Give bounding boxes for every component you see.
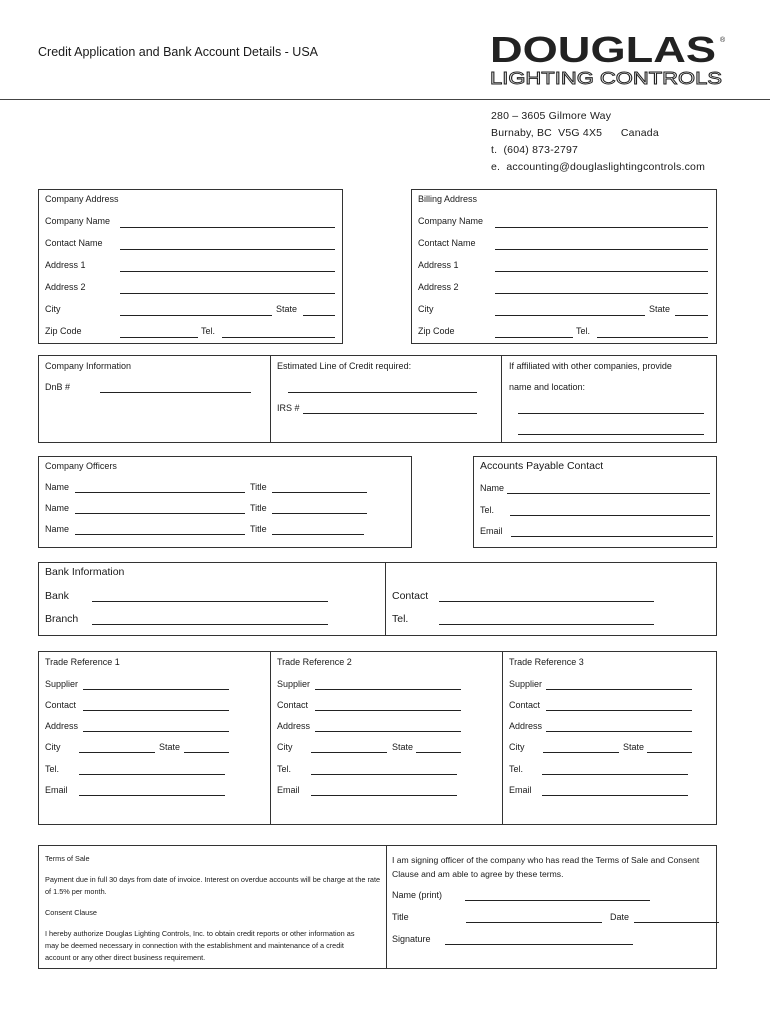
- contact-name-field[interactable]: [120, 249, 335, 250]
- contact-name-label: Contact Name: [45, 238, 103, 248]
- credit-line-field[interactable]: [288, 392, 477, 393]
- branch-label: Branch: [45, 613, 79, 625]
- ref2-supplier-label: Supplier: [277, 679, 311, 689]
- ref1-email-label: Email: [45, 785, 68, 795]
- douglas-logo: [488, 30, 728, 88]
- ap-tel-field[interactable]: [510, 515, 710, 516]
- ref3-tel-label: Tel.: [509, 764, 524, 774]
- trade-references-section: [38, 651, 717, 825]
- officer3-title-field[interactable]: [272, 534, 364, 535]
- billing-city-label: City: [418, 304, 434, 314]
- ap-name-field[interactable]: [507, 493, 710, 494]
- ref3-city-field[interactable]: [543, 752, 619, 753]
- ref2-city-label: City: [277, 742, 293, 752]
- dnb-field[interactable]: [100, 392, 251, 393]
- zip-field[interactable]: [120, 337, 198, 338]
- company-contact-block: [491, 108, 705, 176]
- date-label: Date: [610, 912, 630, 922]
- tel-field[interactable]: [222, 337, 335, 338]
- consent-clause-text: I hereby authorize Douglas Lighting Controls, Inc. to obtain credit reports or other information as may be deemed necessary in connection with the establishment and maintenance of a credit account or any other direct business requirement.: [45, 929, 355, 962]
- city-field[interactable]: [120, 315, 272, 316]
- divider: [385, 562, 386, 636]
- ref1-tel-field[interactable]: [79, 774, 225, 775]
- terms-of-sale-text: Payment due in full 30 days from date of invoice. Interest on overdue accounts will be charge at the rate of 1.5% per month.: [45, 875, 381, 896]
- ref3-state-label: State: [623, 742, 645, 752]
- ref2-contact-label: Contact: [277, 700, 309, 710]
- billing-zip-label: Zip Code: [418, 326, 455, 336]
- logo-wordmark: DOUGLAS: [490, 30, 716, 70]
- city-label: City: [45, 304, 61, 314]
- signing-title-field[interactable]: [466, 922, 602, 923]
- ref2-tel-label: Tel.: [277, 764, 292, 774]
- header-divider: [0, 99, 770, 100]
- billing-contact-name-field[interactable]: [495, 249, 708, 250]
- trade-ref3-heading: Trade Reference 3: [509, 657, 584, 667]
- billing-tel-label: Tel.: [576, 326, 591, 336]
- ap-name-label: Name: [480, 483, 505, 493]
- ref1-city-field[interactable]: [79, 752, 155, 753]
- terms-of-sale-heading: Terms of Sale: [45, 854, 90, 863]
- name-print-field[interactable]: [465, 900, 650, 901]
- consent-clause-heading: Consent Clause: [45, 908, 97, 917]
- bank-contact-field[interactable]: [439, 601, 654, 602]
- bank-tel-field[interactable]: [439, 624, 654, 625]
- ref1-email-field[interactable]: [79, 795, 225, 796]
- ref1-state-label: State: [159, 742, 181, 752]
- trade-ref2-heading: Trade Reference 2: [277, 657, 352, 667]
- affiliated-heading: If affiliated with other companies, provide: [509, 361, 672, 371]
- company-name-label: Company Name: [45, 216, 111, 226]
- billing-state-label: State: [649, 304, 671, 314]
- officer1-name-field[interactable]: [75, 492, 245, 493]
- divider: [386, 845, 387, 969]
- ap-email-label: Email: [480, 526, 503, 536]
- ref3-contact-label: Contact: [509, 700, 541, 710]
- signing-title-label: Title: [392, 912, 409, 922]
- trade-ref1-heading: Trade Reference 1: [45, 657, 120, 667]
- divider: [501, 355, 502, 443]
- officer2-title-field[interactable]: [272, 513, 367, 514]
- billing-city-field[interactable]: [495, 315, 645, 316]
- ref1-state-field[interactable]: [184, 752, 229, 753]
- ref2-state-field[interactable]: [416, 752, 461, 753]
- ref2-tel-field[interactable]: [311, 774, 457, 775]
- ref2-contact-field[interactable]: [315, 710, 461, 711]
- ref3-state-field[interactable]: [647, 752, 692, 753]
- branch-field[interactable]: [92, 624, 328, 625]
- affiliated-field-1[interactable]: [518, 413, 704, 414]
- ref2-email-label: Email: [277, 785, 300, 795]
- ref2-address-label: Address: [277, 721, 311, 731]
- signature-label: Signature: [392, 934, 431, 944]
- company-information-heading: Company Information: [45, 361, 132, 371]
- dnb-label: DnB #: [45, 382, 71, 392]
- logo-registered-mark: ®: [720, 37, 726, 44]
- ref1-contact-field[interactable]: [83, 710, 229, 711]
- irs-field[interactable]: [303, 413, 477, 414]
- billing-zip-field[interactable]: [495, 337, 573, 338]
- officer2-name-label: Name: [45, 503, 70, 513]
- state-label: State: [276, 304, 298, 314]
- officer3-title-label: Title: [250, 524, 267, 534]
- ref1-tel-label: Tel.: [45, 764, 60, 774]
- city-address: Burnaby, BC V5G 4X5 Canada: [491, 127, 659, 139]
- bank-tel-label: Tel.: [392, 613, 409, 625]
- billing-company-name-label: Company Name: [418, 216, 484, 226]
- ref1-address-label: Address: [45, 721, 79, 731]
- ref2-supplier-field[interactable]: [315, 689, 461, 690]
- ref3-email-field[interactable]: [542, 795, 688, 796]
- billing-contact-name-label: Contact Name: [418, 238, 476, 248]
- credit-line-heading: Estimated Line of Credit required:: [277, 361, 412, 371]
- officer2-name-field[interactable]: [75, 513, 245, 514]
- ref1-contact-label: Contact: [45, 700, 77, 710]
- bank-information-heading: Bank Information: [45, 566, 125, 578]
- address1-field[interactable]: [120, 271, 335, 272]
- divider: [270, 355, 271, 443]
- ref2-address-field[interactable]: [315, 731, 461, 732]
- address1-label: Address 1: [45, 260, 86, 270]
- ref3-contact-field[interactable]: [546, 710, 692, 711]
- billing-state-field[interactable]: [675, 315, 708, 316]
- ref3-address-label: Address: [509, 721, 543, 731]
- state-field[interactable]: [303, 315, 335, 316]
- company-officers-heading: Company Officers: [45, 461, 117, 471]
- billing-company-name-field[interactable]: [495, 227, 708, 228]
- ref3-supplier-field[interactable]: [546, 689, 692, 690]
- date-field[interactable]: [634, 922, 719, 923]
- ref1-supplier-field[interactable]: [83, 689, 229, 690]
- signing-statement: I am signing officer of the company who has read the Terms of Sale and Consent Clause and am able to agree by these terms.: [392, 855, 700, 879]
- page-title: Credit Application and Bank Account Details - USA: [38, 45, 319, 59]
- ref2-state-label: State: [392, 742, 414, 752]
- accounts-payable-heading: Accounts Payable Contact: [480, 460, 604, 472]
- bank-label: Bank: [45, 590, 69, 602]
- billing-address2-label: Address 2: [418, 282, 459, 292]
- ref2-city-field[interactable]: [311, 752, 387, 753]
- billing-address1-field[interactable]: [495, 271, 708, 272]
- ref1-supplier-label: Supplier: [45, 679, 79, 689]
- ref3-tel-field[interactable]: [542, 774, 688, 775]
- company-name-field[interactable]: [120, 227, 335, 228]
- name-print-label: Name (print): [392, 890, 443, 900]
- divider: [270, 651, 271, 825]
- ref1-address-field[interactable]: [83, 731, 229, 732]
- affiliated-field-2[interactable]: [518, 434, 704, 435]
- ref1-city-label: City: [45, 742, 61, 752]
- ref3-city-label: City: [509, 742, 525, 752]
- company-address-heading: Company Address: [45, 194, 119, 204]
- bank-contact-label: Contact: [392, 590, 429, 602]
- officer3-name-field[interactable]: [75, 534, 245, 535]
- bank-field[interactable]: [92, 601, 328, 602]
- officer3-name-label: Name: [45, 524, 70, 534]
- officer1-title-label: Title: [250, 482, 267, 492]
- tel-label: Tel.: [201, 326, 216, 336]
- officer1-title-field[interactable]: [272, 492, 367, 493]
- billing-address-heading: Billing Address: [418, 194, 478, 204]
- irs-label: IRS #: [277, 403, 300, 413]
- divider: [502, 651, 503, 825]
- ref3-supplier-label: Supplier: [509, 679, 543, 689]
- street-address: 280 – 3605 Gilmore Way: [491, 110, 612, 122]
- billing-address2-field[interactable]: [495, 293, 708, 294]
- signature-field[interactable]: [445, 944, 633, 945]
- zip-label: Zip Code: [45, 326, 82, 336]
- logo-tagline: LIGHTING CONTROLS: [490, 68, 722, 88]
- phone: t. (604) 873-2797: [491, 144, 579, 156]
- billing-address1-label: Address 1: [418, 260, 459, 270]
- officer1-name-label: Name: [45, 482, 70, 492]
- ap-email-field[interactable]: [511, 536, 713, 537]
- billing-tel-field[interactable]: [597, 337, 708, 338]
- ap-tel-label: Tel.: [480, 505, 495, 515]
- email: e. accounting@douglaslightingcontrols.com: [491, 161, 706, 173]
- ref3-address-field[interactable]: [546, 731, 692, 732]
- address2-label: Address 2: [45, 282, 86, 292]
- ref3-email-label: Email: [509, 785, 532, 795]
- affiliated-subheading: name and location:: [509, 382, 586, 392]
- ref2-email-field[interactable]: [311, 795, 457, 796]
- officer2-title-label: Title: [250, 503, 267, 513]
- address2-field[interactable]: [120, 293, 335, 294]
